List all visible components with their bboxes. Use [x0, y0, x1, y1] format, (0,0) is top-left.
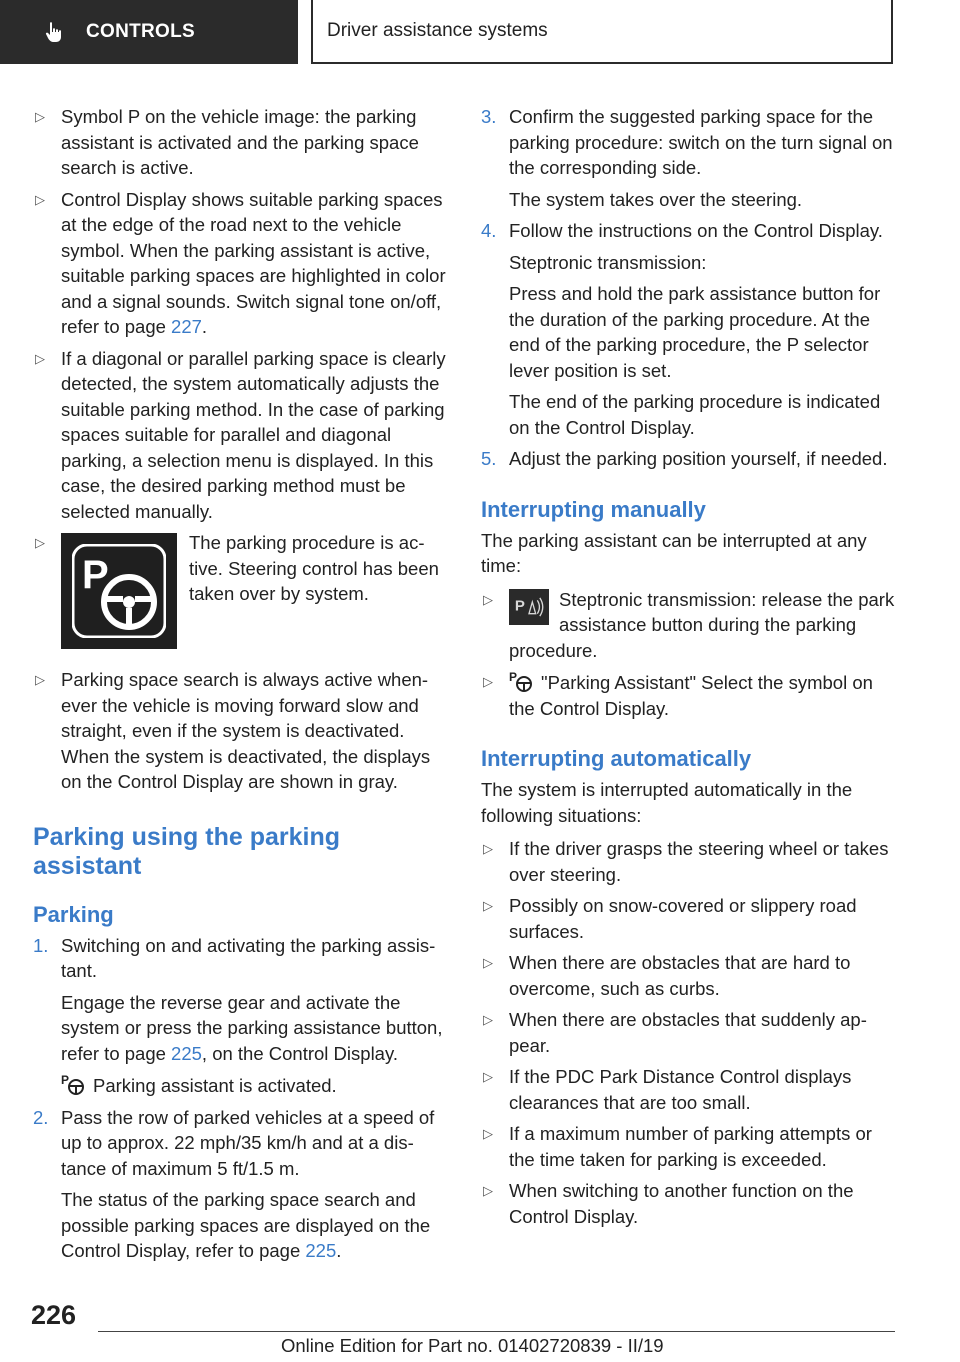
step-item: 3. Confirm the suggested parking space for the parking procedure: switch on the turn signal on the corresponding side. The system takes over the steering. [481, 106, 893, 210]
subsection-heading: Parking [33, 901, 114, 927]
page-link[interactable]: 227 [171, 316, 202, 337]
section-label: Driver assistance systems [327, 20, 548, 41]
paragraph: The parking assistant can be interrupted at any time: [481, 529, 867, 576]
list-item: ▷ P "Parking Assistant" Select the symbol on the Control Display. [481, 669, 897, 721]
subsection-heading: Interrupting manually [481, 496, 706, 522]
category-tab [0, 0, 298, 64]
list-item: ▷ If a maximum number of parking attempts or the time taken for parking is exceeded. [481, 1121, 897, 1172]
list-item: ▷ When there are obstacles that suddenly appear. [481, 1007, 897, 1058]
step-item: 4. Follow the instructions on the Control Display. Steptronic transmission: Press and hold the park assistance button for the duration of the parking procedure. At the end of the parking procedure, the P selector lever position is set. The end of the parking procedure is indicated on the Control Display. [481, 220, 883, 438]
parking-steering-icon [61, 533, 177, 649]
section-tab [311, 0, 893, 64]
svg-text:P: ▷ P [514, 596, 525, 614]
step-item: 5. Adjust the parking position yourself, if needed. [481, 448, 888, 469]
list-item: ▷ Symbol P on the vehicle image: the parking assistant is activated and the parking space search is active. [33, 104, 451, 181]
svg-text:P: P [61, 1073, 70, 1087]
parking-assistant-icon [61, 1072, 85, 1096]
list-item: ▷ If a diagonal or parallel parking space is clearly detected, the system automatically adjusts the suitable parking method. In the case of parking spaces suitable for parallel and diagonal parking, a selection menu is displayed. In this case, the desired parking method must be selected manually. [33, 346, 451, 525]
list-item: ▷ When switching to another function on the Control Display. [481, 1178, 897, 1229]
list-item: ▷ P Steptronic transmission: release the park assistance button during the parking procedure. [481, 587, 897, 664]
step-item: 1. Switching on and activating the parking assistant. Engage the reverse gear and activate the system or press the parking assistance button, refer to page 225, on the Control Display. P Parking assistant is activated. [33, 934, 443, 1096]
page-header [0, 0, 960, 66]
list-item: ▷ If the PDC Park Distance Control displays clearances that are too small. [481, 1064, 897, 1115]
step-item: 2. Pass the row of parked vehicles at a speed of up to approx. 22 mph/35 km/h and at a distance of maximum 5 ft/1.5 m. The status of the parking space search and possible parking spaces are displayed on the Control Display, refer to page 225. [33, 1106, 435, 1261]
page-link[interactable]: 225 [171, 1042, 202, 1064]
list-item: ▷ Control Display shows suitable parking spaces at the edge of the road next to the vehicle symbol. When the parking assistant is active, suitable parking spaces are highlighted in color and a signal sounds. Switch signal tone on/off, refer to page 227. [33, 187, 451, 340]
page-number: 226 [31, 1300, 77, 1330]
right-column [481, 104, 897, 1235]
svg-text:P: ▷ P [82, 553, 109, 597]
list-item: ▷ Possibly on snow-covered or slippery road surfaces. [481, 893, 897, 944]
parking-assistant-icon [509, 669, 533, 693]
list-item: ▷ Parking space search is always active whenever the vehicle is moving forward slow and straight, even if the system is deactivated. When the system is deactivated, the displays on the Control Display are shown in gray. [33, 667, 451, 795]
subsection-heading: Interrupting automatically [481, 746, 752, 771]
list-item: ▷ P The parking procedure is active. Steering control has been taken over by system. [33, 530, 451, 649]
footer-divider [98, 1331, 895, 1332]
footer-edition: Online Edition for Part no. 01402720839 - II/19 [281, 1335, 664, 1356]
list-item: ▷ When there are obstacles that are hard to overcome, such as curbs. [481, 950, 897, 1001]
left-column [33, 104, 451, 1270]
paragraph: The system is interrupted automatically in the following situations: [481, 779, 853, 826]
category-label: CONTROLS [86, 21, 196, 42]
list-item: ▷ If the driver grasps the steering wheel or takes over steering. [481, 836, 897, 887]
section-heading: Parking using the parking assistant [33, 822, 340, 880]
svg-text:P: ▷ P [509, 670, 518, 684]
park-assist-button-icon [509, 589, 549, 625]
page-link[interactable]: 225 [305, 1240, 337, 1261]
hand-icon [44, 21, 64, 43]
